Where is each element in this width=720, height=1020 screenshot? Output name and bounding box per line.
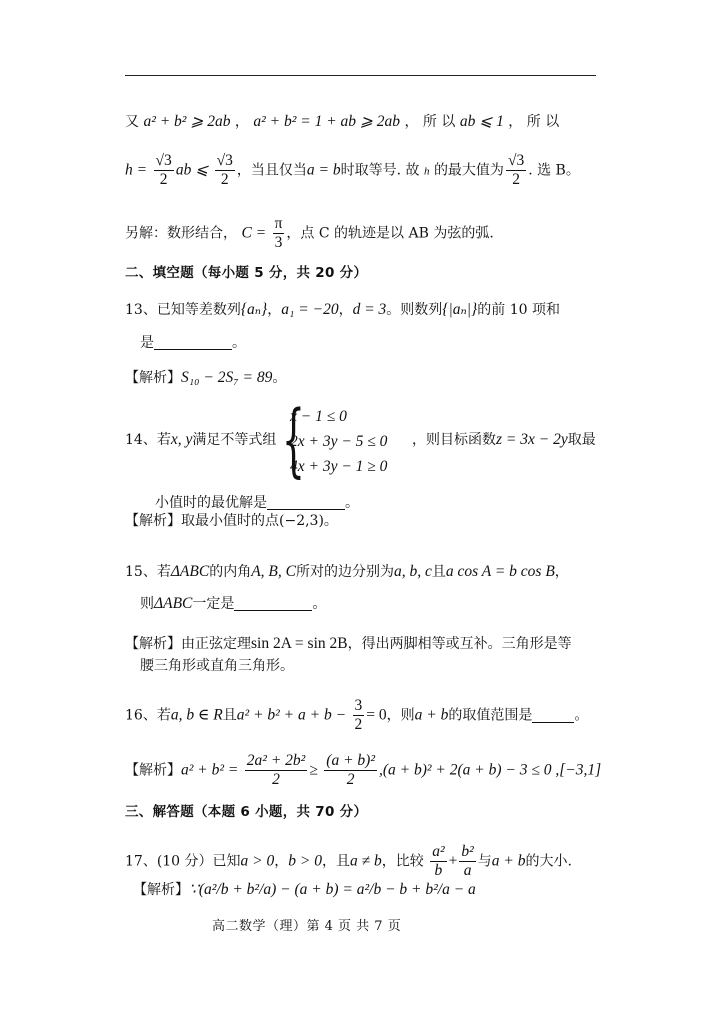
fraction: $\frac{\text{a²}}{b}$ (432, 843, 445, 879)
math: sin 2A = sin 2B (251, 635, 348, 652)
text: ，点 C 的轨迹是以 AB 为弦的弧. (286, 225, 494, 242)
math: C = (241, 224, 267, 242)
math: ab ⩽ (175, 161, 209, 179)
math: {aₙ} (240, 301, 268, 318)
question-16-analysis (125, 752, 601, 789)
text: 又 (125, 114, 144, 130)
question-16 (125, 697, 588, 734)
math: a cos A = b cos B (445, 563, 555, 580)
math: ab ⩽ 1 (459, 113, 504, 130)
text: 的大小. (525, 853, 572, 870)
text: 时取等号. 故 (340, 162, 420, 179)
math: ,(a + b)² + 2(a + b) − 3 ≤ 0 ,[−3,1] (378, 761, 602, 779)
math: ΔABC (154, 595, 193, 612)
solution-line-2 (125, 152, 580, 189)
text: 取最小值时的点(−2,3)。 (181, 513, 338, 529)
text: ， (338, 302, 353, 318)
text: 的最大值为 (433, 162, 504, 179)
fraction: $\frac{√3}{2}$ (507, 152, 525, 188)
math: a, b, c (393, 563, 432, 580)
math: a ≠ b (349, 852, 382, 870)
answer-blank (154, 333, 232, 350)
analysis-tag: 【解析】 (125, 762, 181, 779)
text: 是 (140, 335, 154, 351)
text: 。则数列 (386, 302, 443, 318)
text: 14、若 (125, 432, 171, 448)
math: S₁₀ − 2S₇ = 89 (181, 369, 273, 386)
question-13 (125, 300, 560, 320)
math: a₁ = −20 (281, 301, 339, 318)
inequality-system (290, 404, 387, 479)
inequality: 4x + 3y − 1 ≥ 0 (290, 458, 388, 475)
question-14 (125, 430, 276, 450)
fraction: $\frac{3}{2}$ (354, 697, 363, 733)
text: 13、已知等差数列 (125, 302, 241, 318)
text: . 选 B。 (528, 162, 580, 179)
analysis-tag: 【解析】 (125, 513, 181, 529)
text: ，则目标函数 (412, 432, 496, 448)
header-rule (125, 75, 596, 76)
question-17-analysis (133, 880, 476, 900)
analysis-tag: 【解析】 (125, 636, 181, 652)
math: b > 0 (288, 852, 322, 870)
inequality: 2x + 3y − 5 ≤ 0 (290, 433, 388, 450)
section-heading-fill-in: 二、填空题（每小题 5 分，共 20 分） (125, 265, 368, 281)
solution-line-1 (125, 112, 559, 132)
math: x, y (170, 431, 193, 448)
math: a² + b² = 1 + ab ⩾ 2ab (253, 113, 401, 130)
text: ，得出两脚相等或互补。三角形是等 (347, 636, 572, 652)
answer-blank (234, 594, 312, 611)
math: a² + b² + a + b − (236, 706, 347, 724)
question-14-line-2 (155, 493, 359, 513)
fraction: $\frac{\text{2a² + 2b²}}{2}$ (246, 752, 306, 788)
text: 16、若 (125, 707, 171, 724)
answer-blank (532, 706, 574, 723)
math: a = b (306, 161, 341, 179)
math: + (448, 852, 458, 870)
text: 17、(10 分）已知 (125, 853, 241, 870)
text: 的前 10 项和 (477, 302, 560, 318)
text: 则 (140, 596, 154, 612)
text: 且 (222, 707, 237, 724)
text: 小值时的最优解是 (155, 495, 267, 511)
text: 的取值范围是 (448, 707, 533, 724)
analysis-tag: 【解析】 (133, 882, 189, 898)
text: 由正弦定理 (181, 636, 251, 652)
math: A, B, C (251, 563, 296, 580)
solution-line-3 (125, 215, 494, 252)
text: 另解：数形结合， (125, 225, 237, 242)
section-heading-answer: 三、解答题（本题 6 小题，共 70 分） (125, 804, 368, 820)
math: a² + b² = (181, 761, 239, 779)
math: d = 3 (352, 301, 387, 318)
math: a > 0 (240, 852, 275, 870)
math: z = 3x − 2y (496, 431, 568, 448)
text: ，当且仅当 (236, 162, 307, 179)
text: ，则 (386, 707, 415, 724)
question-17 (125, 843, 572, 880)
text: ， (267, 302, 282, 318)
math: a, b ∈ R (170, 706, 223, 724)
text: ， (230, 114, 254, 130)
text: ， 所 以 (400, 114, 460, 130)
fraction: $\frac{√3}{2}$ (155, 152, 172, 188)
text: 。 (272, 370, 287, 386)
math: ∵(a²/b + b²/a) − (a + b) = a²/b − b + b²/a − a (189, 881, 476, 898)
text: 。 (312, 596, 327, 612)
page-footer: 高二数学（理）第 4 页 共 7 页 (212, 919, 402, 934)
text: 且 (431, 564, 446, 580)
math: ΔABC (170, 563, 210, 580)
math: a + b (414, 706, 449, 724)
question-15-analysis (125, 634, 572, 654)
text: ，比较 (381, 853, 424, 870)
text: 取最 (567, 432, 596, 448)
question-15-line-2 (140, 594, 326, 614)
question-15-analysis-line-2: 腰三角形或直角三角形。 (140, 658, 294, 674)
text: 。 (574, 707, 589, 724)
math: {|aₙ|} (442, 301, 478, 318)
math: h = (125, 161, 148, 179)
text: 与 (477, 853, 492, 870)
text: ， (554, 564, 569, 580)
math: a² + b² ⩾ 2ab (143, 113, 231, 130)
math: a + b (491, 852, 526, 870)
fraction: $\frac{√3}{2}$ (216, 152, 233, 188)
text: 的内角 (209, 564, 252, 580)
text: 。 (345, 495, 359, 511)
text: 。 (232, 335, 246, 351)
question-13-line-2 (140, 333, 246, 353)
text: 一定是 (192, 596, 235, 612)
question-13-analysis (125, 368, 286, 388)
math: ≥ (309, 761, 318, 779)
fraction: $\frac{\pi}{3}$ (274, 215, 283, 251)
text: ， (274, 853, 289, 870)
answer-blank (267, 493, 345, 510)
math: h (423, 165, 430, 178)
system-brace: { (282, 393, 305, 486)
fraction: $\frac{\text{(a + b)²}}{2}$ (326, 752, 375, 788)
text: ， 所 以 (503, 114, 560, 130)
question-14-analysis (125, 511, 338, 531)
fraction: $\frac{\text{b²}}{a}$ (461, 843, 474, 879)
text: 所对的边分别为 (295, 564, 394, 580)
text: 15、若 (125, 564, 171, 580)
math: = 0 (366, 706, 387, 724)
question-14-tail (412, 430, 596, 450)
text: ，且 (321, 853, 350, 870)
text: 满足不等式组 (192, 432, 277, 448)
inequality: x − 1 ≤ 0 (290, 408, 347, 425)
question-15 (125, 562, 569, 582)
analysis-tag: 【解析】 (125, 370, 181, 386)
